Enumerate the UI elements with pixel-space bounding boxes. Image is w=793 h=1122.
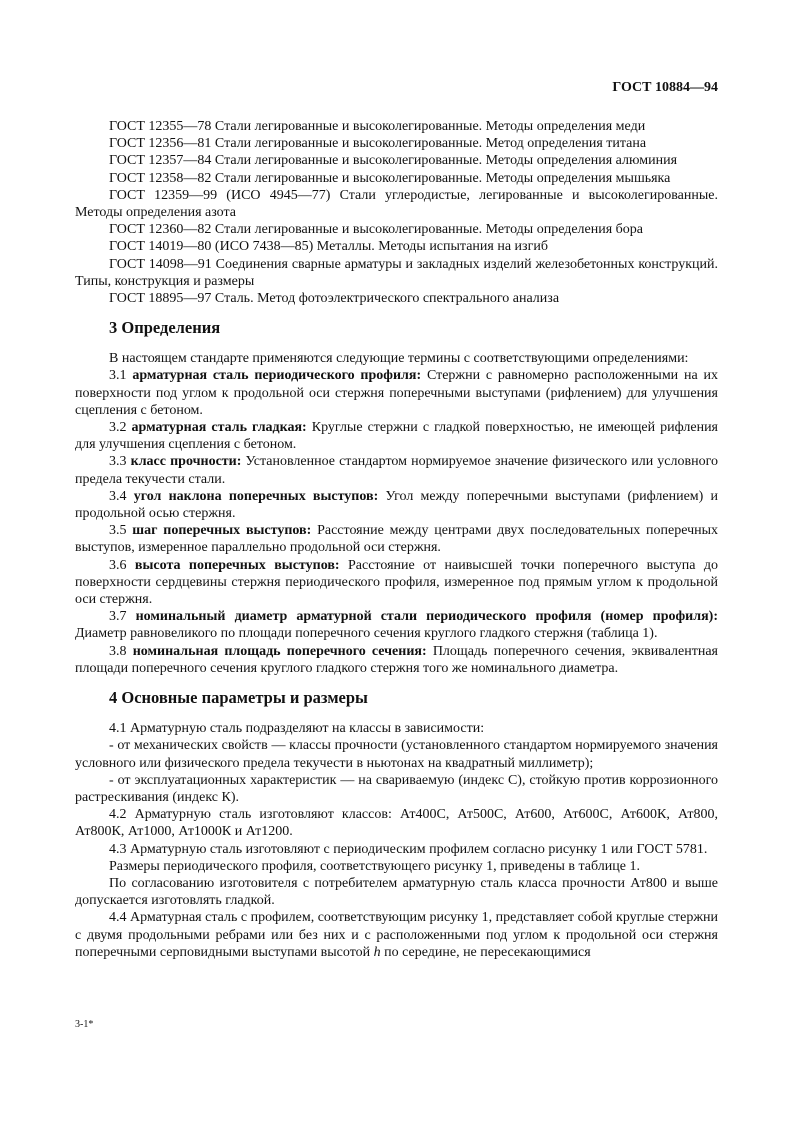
term: шаг поперечных выступов: xyxy=(132,523,312,539)
paragraph-profile-sizes: Размеры периодического профиля, соответствующего рисунку 1, приведены в таблице 1. xyxy=(109,858,640,874)
term: номинальный диаметр арматурной стали периодического профиля (номер профиля): xyxy=(135,609,718,625)
ref-item: ГОСТ 12357—84 Стали легированные и высоколегированные. Методы определения алюминия xyxy=(109,153,678,169)
ref-item: ГОСТ 18895—97 Сталь. Метод фотоэлектрического спектрального анализа xyxy=(109,291,560,307)
section-4-title: 4 Основные параметры и размеры xyxy=(109,688,368,708)
term: высота поперечных выступов: xyxy=(134,557,340,573)
term: арматурная сталь периодического профиля: xyxy=(132,368,422,384)
printer-signature: 3-1* xyxy=(75,1019,94,1030)
paragraph-smooth: По согласованию изготовителя с потребителем арматурную сталь класса прочности Ат800 и выше допускается изготовлять гладкой. xyxy=(75,875,718,909)
list-item-mechanical: - от механических свойств — классы прочности (установленного стандартом нормируемого значения условного или физического предела текучести в ньютонах на квадратный миллиметр); xyxy=(75,738,718,771)
ref-item: ГОСТ 12360—82 Стали легированные и высоколегированные. Методы определения бора xyxy=(109,222,644,238)
definition-3-7: 3.7 номинальный диаметр арматурной стали периодического профиля (номер профиля): Диаметр равновеликого по площади поперечного сечения круглого гладкого стержня (таблица 1). xyxy=(75,609,718,642)
paragraph-4-3: 4.3 Арматурную сталь изготовляют с периодическим профилем согласно рисунку 1 или ГОСТ 5781. xyxy=(109,841,708,857)
term: угол наклона поперечных выступов: xyxy=(133,488,379,504)
paragraph-4-4: 4.4 Арматурная сталь с профилем, соответствующим рисунку 1, представляет собой круглые стержни с двумя продольными ребрами или без них и с расположенными под углом к продольной оси стержня поперечными серповидными выступами высотой h по середине, не пересекающимися xyxy=(75,910,718,960)
definition-3-6: 3.6 высота поперечных выступов: Расстояние от наивысшей точки поперечного выступа до поверхности сердцевины стержня периодического профиля, измеренное под прямым углом к продольной оси стержня. xyxy=(75,557,718,608)
section-3-intro: В настоящем стандарте применяются следующие термины с соответствующими определениями: xyxy=(109,351,689,367)
ref-item: ГОСТ 12356—81 Стали легированные и высоколегированные. Метод определения титана xyxy=(109,136,647,152)
paragraph-4-2: 4.2 Арматурную сталь изготовляют классов: Ат400С, Ат500С, Ат600, Ат600С, Ат600К, Ат800, Ат800К, Ат1000, Ат1000К и Ат1200. xyxy=(75,807,718,840)
ref-item: ГОСТ 12358—82 Стали легированные и высоколегированные. Методы определения мышьяка xyxy=(109,170,671,186)
height-symbol: h xyxy=(373,944,381,960)
definition-3-1: 3.1 арматурная сталь периодического профиля: Стержни с равномерно расположенными на их поверхности под углом к продольной оси стержня поперечными выступами (рифлением) для улучшения сцепления с бетоном. xyxy=(75,368,718,418)
section-3-title: 3 Определения xyxy=(109,318,221,338)
ref-item: ГОСТ 12355—78 Стали легированные и высоколегированные. Методы определения меди xyxy=(109,119,646,134)
list-item-operational: - от эксплуатационных характеристик — на свариваемую (индекс С), стойкую против коррозионного растрескивания (индекс К). xyxy=(75,772,718,805)
definition-3-5: 3.5 шаг поперечных выступов: Расстояние между центрами двух последовательных поперечных выступов, измеренное параллельно продольной оси стержня. xyxy=(75,523,719,556)
term: номинальная площадь поперечного сечения: xyxy=(132,643,427,659)
page-body xyxy=(75,118,718,961)
ref-item: ГОСТ 12359—99 (ИСО 4945—77) Стали углеродистые, легированные и высоколегированные. Методы определения азота xyxy=(75,187,718,221)
definition-3-4: 3.4 угол наклона поперечных выступов: Угол между поперечными выступами (рифлением) и продольной осью стержня. xyxy=(75,488,719,522)
definition-3-3: 3.3 класс прочности: Установленное стандартом нормируемое значение физического или условного предела текучести стали. xyxy=(75,454,719,487)
ref-item: ГОСТ 14019—80 (ИСО 7438—85) Металлы. Методы испытания на изгиб xyxy=(109,239,548,255)
definition-3-8: 3.8 номинальная площадь поперечного сечения: Площадь поперечного сечения, эквивалентная площади поперечного сечения круглого гладкого стержня того же номинального диаметра. xyxy=(75,643,719,676)
term: класс прочности: xyxy=(130,454,242,470)
definition-3-2: 3.2 арматурная сталь гладкая: Круглые стержни с гладкой поверхностью, не имеющей рифления для улучшения сцепления с бетоном. xyxy=(75,420,719,453)
ref-item: ГОСТ 14098—91 Соединения сварные арматуры и закладных изделий железобетонных конструкций. Типы, конструкция и размеры xyxy=(75,256,718,289)
standard-code-header: ГОСТ 10884—94 xyxy=(612,80,718,95)
paragraph-4-1: 4.1 Арматурную сталь подразделяют на классы в зависимости: xyxy=(109,721,485,737)
term: арматурная сталь гладкая: xyxy=(131,420,307,436)
